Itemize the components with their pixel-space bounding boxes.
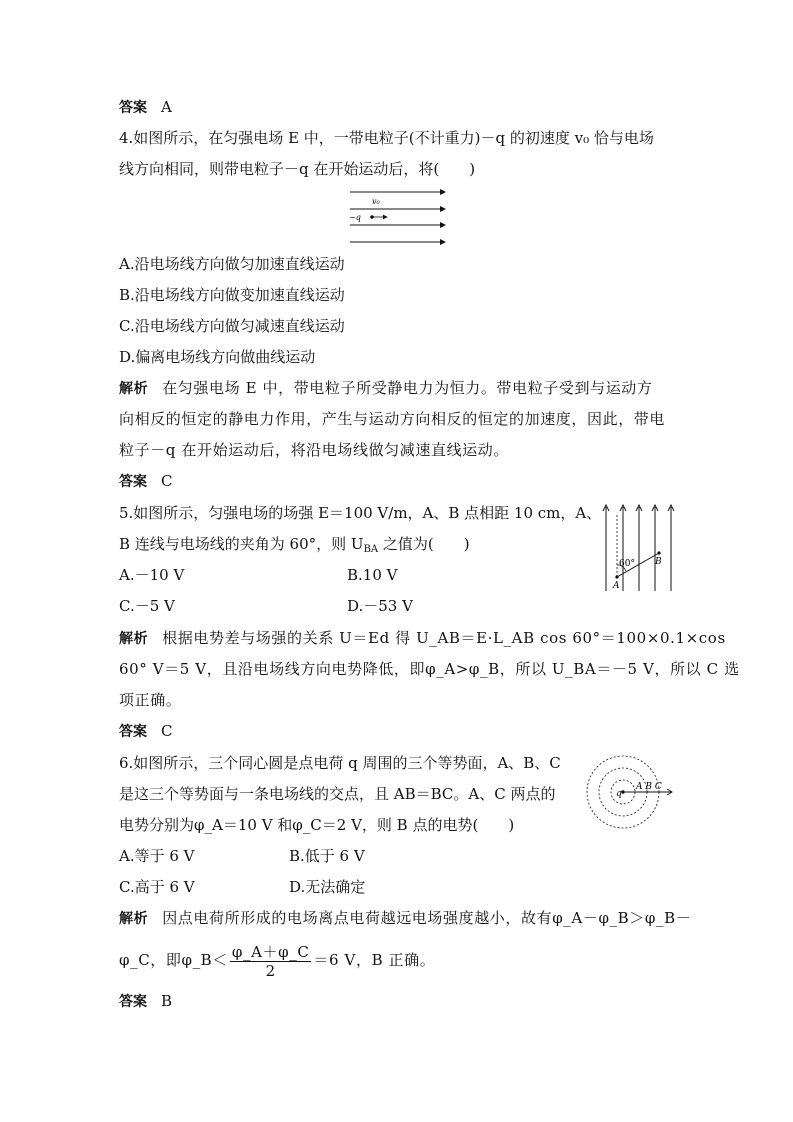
q5-explanation-line-3: 项正确。 xyxy=(119,691,182,709)
q5-stem-line-2: B 连线与电场线的夹角为 60°，则 $U_{BA}$ 之值为( ) xyxy=(119,535,470,555)
q4-option-b: B.沿电场线方向做变加速直线运动 xyxy=(119,286,345,304)
q5-option-b: B.10 V xyxy=(347,566,398,584)
q6-options-row-2 xyxy=(119,877,366,897)
q6-answer-row xyxy=(119,991,172,1012)
v0-label: v₀ xyxy=(372,197,380,206)
q5-option-d: D.－53 V xyxy=(347,597,413,615)
explanation-label: 解析 xyxy=(119,631,149,647)
q6-option-d: D.无法确定 xyxy=(289,878,366,896)
q5-option-c: C.－5 V xyxy=(119,597,175,615)
q4-explanation-line-3: 粒子－q 在开始运动后，将沿电场线做匀减速直线运动。 xyxy=(119,441,509,459)
q5-field-figure xyxy=(600,503,675,593)
q5-option-a: A.－10 V xyxy=(119,566,185,584)
q4-option-c: C.沿电场线方向做匀减速直线运动 xyxy=(119,317,345,335)
point-a xyxy=(615,575,618,578)
q5-answer-row xyxy=(119,721,172,742)
point-b xyxy=(657,551,660,554)
points-label: A B C xyxy=(636,782,662,792)
q4-option-a: A.沿电场线方向做匀加速直线运动 xyxy=(119,255,345,273)
q4-field-figure xyxy=(345,184,450,248)
fraction: $\frac{\varphi\_A+\varphi\_C}{2}$ xyxy=(231,942,310,980)
q4-option-d: D.偏离电场线方向做曲线运动 xyxy=(119,348,316,366)
q6-equipotential-figure xyxy=(585,752,675,832)
q6-stem-line-2: 是这三个等势面与一条电场线的交点，且 AB＝BC。A、C 两点的 xyxy=(119,785,556,803)
q6-stem-line-1: 6.如图所示，三个同心圆是点电荷 q 周围的三个等势面，A、B、C xyxy=(119,754,561,772)
answer-label: 答案 xyxy=(119,100,147,116)
point-a-label: A xyxy=(613,581,620,591)
q4-explanation-line-2: 向相反的恒定的静电力作用，产生与运动方向相反的恒定的加速度，因此，带电 xyxy=(119,410,666,428)
point-b-label: B xyxy=(655,557,662,567)
answer-value: C xyxy=(161,722,173,740)
q6-explanation-line-1: 解析 因点电荷所形成的电场离点电荷越远电场强度越小，故有φ_A－φ_B＞φ_B－ xyxy=(119,909,692,927)
q6-option-c: C.高于 6 V xyxy=(119,878,195,896)
explanation-label: 解析 xyxy=(119,381,149,397)
q6-option-a: A.等于 6 V xyxy=(119,847,195,865)
q5-stem-line-1: 5.如图所示，匀强电场的场强 E＝100 V/m，A、B 点相距 10 cm，A、 xyxy=(119,504,602,522)
q6-option-b: B.低于 6 V xyxy=(289,847,365,865)
charge-label: −q xyxy=(349,213,361,222)
q6-stem-line-3: 电势分别为φ_A＝10 V 和φ_C＝2 V，则 B 点的电势( ) xyxy=(119,816,515,834)
q6-explanation-line-2: φ_C，即φ_B＜ $\frac{\varphi\_A+\varphi\_C}{2}$ ＝6 V，B 正确。 xyxy=(119,942,436,980)
q4-stem-line-1: 4.如图所示，在匀强电场 E 中，一带电粒子(不计重力)－q 的初速度 v₀ 恰与电场 xyxy=(119,129,654,147)
answer-value: C xyxy=(161,472,173,490)
answer-label: 答案 xyxy=(119,474,147,490)
explanation-label: 解析 xyxy=(119,911,149,927)
q4-explanation-line-1: 解析 在匀强电场 E 中，带电粒子所受静电力为恒力。带电粒子受到与运动方 xyxy=(119,379,653,397)
q6-options-row-1 xyxy=(119,846,365,866)
answer-value: B xyxy=(161,992,173,1010)
answer-value: A xyxy=(161,98,172,116)
q5-options-row-2 xyxy=(119,596,413,616)
answer-label: 答案 xyxy=(119,994,147,1010)
q4-stem-line-2: 线方向相同，则带电粒子－q 在开始运动后，将( ) xyxy=(119,160,476,178)
q5-options-row-1 xyxy=(119,565,398,585)
q5-explanation-line-1: 解析 根据电势差与场强的关系 U＝Ed 得 U_AB＝E·L_AB cos 60°＝100×0.1×cos xyxy=(119,629,726,647)
charge-label: q xyxy=(616,789,622,799)
angle-label: 60° xyxy=(619,559,635,569)
answer-row xyxy=(119,97,172,118)
q4-answer-row xyxy=(119,471,172,492)
q5-explanation-line-2: 60° V＝5 V，且沿电场线方向电势降低，即φ_A>φ_B，所以 U_BA＝－5 V，所以 C 选 xyxy=(119,660,740,678)
answer-label: 答案 xyxy=(119,724,147,740)
